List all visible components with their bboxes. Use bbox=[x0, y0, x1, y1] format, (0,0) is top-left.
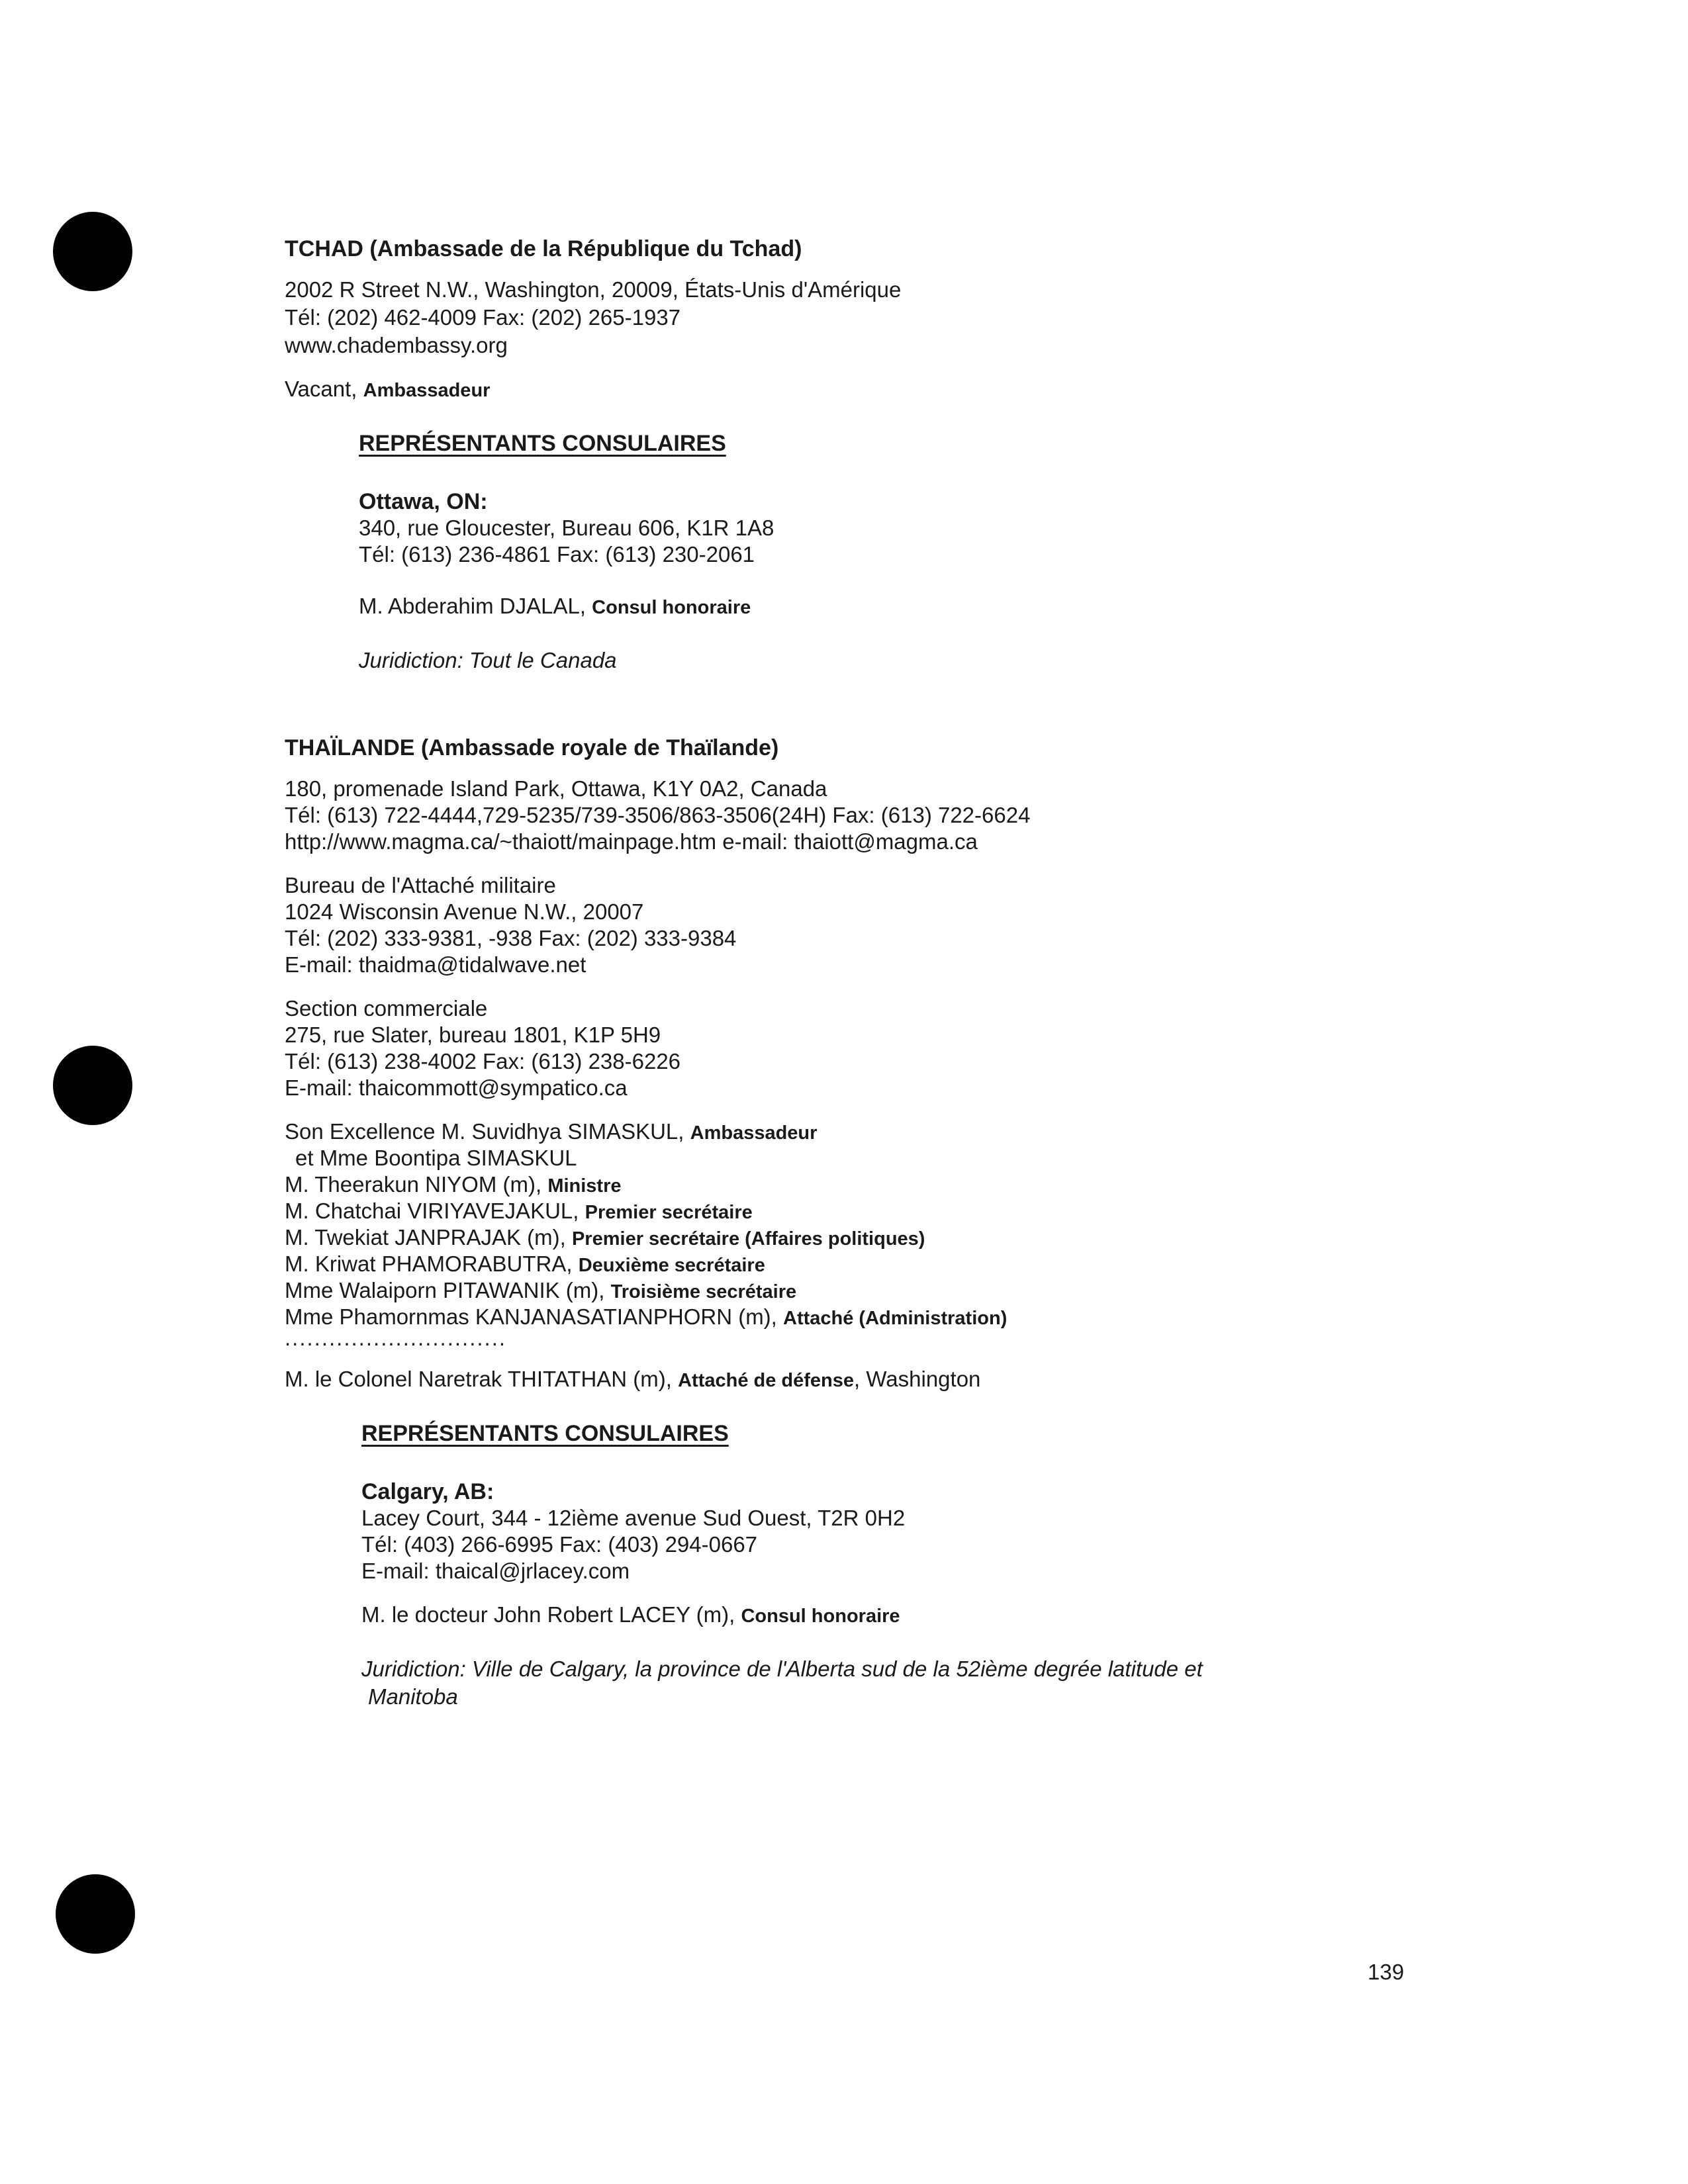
staff-row bbox=[285, 1171, 622, 1199]
military-office-address: 1024 Wisconsin Avenue N.W., 20007 bbox=[285, 899, 644, 924]
tchad-consul bbox=[359, 593, 751, 621]
staff-title: Ambassadeur bbox=[690, 1122, 818, 1144]
staff-row bbox=[285, 1118, 817, 1146]
staff-row bbox=[285, 1277, 796, 1305]
thailande-consular-heading: REPRÉSENTANTS CONSULAIRES bbox=[361, 1421, 729, 1446]
tchad-address: 2002 R Street N.W., Washington, 20009, États-Unis d'Amérique bbox=[285, 277, 902, 302]
thailande-web-email[interactable]: http://www.magma.ca/~thaiott/mainpage.htm e-mail: thaiott@magma.ca bbox=[285, 829, 978, 854]
defense-attache-title: Attaché de défense bbox=[678, 1370, 855, 1391]
staff-title: Premier secrétaire bbox=[585, 1202, 753, 1223]
staff-title: Ministre bbox=[547, 1175, 622, 1197]
tchad-consular-phone: Tél: (613) 236-4861 Fax: (613) 230-2061 bbox=[359, 542, 755, 567]
tchad-consul-title: Consul honoraire bbox=[592, 597, 751, 618]
tchad-consul-name: M. Abderahim DJALAL, bbox=[359, 594, 592, 618]
staff-name: M. Chatchai VIRIYAVEJAKUL, bbox=[285, 1199, 585, 1223]
thailande-heading: THAÏLANDE (Ambassade royale de Thaïlande) bbox=[285, 735, 779, 760]
thailande-consul bbox=[361, 1602, 900, 1629]
thailande-consular-phone: Tél: (403) 266-6995 Fax: (403) 294-0667 bbox=[361, 1532, 758, 1557]
tchad-ambassador-title: Ambassadeur bbox=[363, 380, 491, 401]
defense-attache-location: , Washington bbox=[854, 1367, 981, 1391]
staff-name: M. Theerakun NIYOM (m), bbox=[285, 1172, 548, 1197]
tchad-heading: TCHAD (Ambassade de la République du Tchad) bbox=[285, 236, 802, 261]
punch-hole-top bbox=[53, 212, 132, 291]
staff-title: Deuxième secrétaire bbox=[578, 1255, 765, 1276]
defense-attache bbox=[285, 1366, 980, 1394]
staff-row bbox=[285, 1251, 765, 1279]
commercial-section-phone: Tél: (613) 238-4002 Fax: (613) 238-6226 bbox=[285, 1049, 681, 1073]
staff-name: M. Twekiat JANPRAJAK (m), bbox=[285, 1225, 572, 1250]
tchad-consular-city: Ottawa, ON: bbox=[359, 489, 488, 514]
tchad-consular-heading: REPRÉSENTANTS CONSULAIRES bbox=[359, 431, 726, 456]
thailande-consul-title: Consul honoraire bbox=[741, 1606, 900, 1627]
military-office-label: Bureau de l'Attaché militaire bbox=[285, 873, 556, 897]
thailande-consular-city: Calgary, AB: bbox=[361, 1479, 494, 1504]
thailande-phone: Tél: (613) 722-4444,729-5235/739-3506/863-3506(24H) Fax: (613) 722-6624 bbox=[285, 803, 1031, 827]
thailande-consular-email[interactable]: E-mail: thaical@jrlacey.com bbox=[361, 1559, 630, 1583]
punch-hole-bottom bbox=[56, 1874, 135, 1954]
staff-title: Troisième secrétaire bbox=[610, 1281, 797, 1302]
tchad-website[interactable]: www.chadembassy.org bbox=[285, 333, 508, 357]
defense-attache-name: M. le Colonel Naretrak THITATHAN (m), bbox=[285, 1367, 679, 1391]
tchad-ambassador bbox=[285, 376, 490, 404]
staff-row bbox=[285, 1224, 925, 1252]
staff-name: M. Kriwat PHAMORABUTRA, bbox=[285, 1251, 579, 1276]
staff-title: Premier secrétaire (Affaires politiques) bbox=[571, 1228, 925, 1250]
thailande-consul-name: M. le docteur John Robert LACEY (m), bbox=[361, 1602, 741, 1627]
tchad-consular-address: 340, rue Gloucester, Bureau 606, K1R 1A8 bbox=[359, 516, 774, 540]
tchad-jurisdiction: Juridiction: Tout le Canada bbox=[359, 648, 617, 672]
staff-title: Attaché (Administration) bbox=[783, 1308, 1008, 1329]
staff-row bbox=[285, 1198, 753, 1226]
thailande-jurisdiction-line1: Juridiction: Ville de Calgary, la province de l'Alberta sud de la 52ième degrée latitude et bbox=[361, 1657, 1203, 1681]
staff-name: Mme Walaiporn PITAWANIK (m), bbox=[285, 1278, 611, 1302]
staff-name: Son Excellence M. Suvidhya SIMASKUL, bbox=[285, 1119, 690, 1144]
dotted-separator: .............................. bbox=[285, 1326, 507, 1350]
page-number: 139 bbox=[1368, 1960, 1405, 1984]
staff-name: Mme Phamornmas KANJANASATIANPHORN (m), bbox=[285, 1304, 784, 1329]
tchad-phone: Tél: (202) 462-4009 Fax: (202) 265-1937 bbox=[285, 305, 681, 330]
military-office-email[interactable]: E-mail: thaidma@tidalwave.net bbox=[285, 952, 586, 977]
military-office-phone: Tél: (202) 333-9381, -938 Fax: (202) 333-9384 bbox=[285, 926, 737, 950]
tchad-ambassador-name: Vacant, bbox=[285, 377, 363, 401]
thailande-address: 180, promenade Island Park, Ottawa, K1Y 0A2, Canada bbox=[285, 776, 827, 801]
commercial-section-address: 275, rue Slater, bureau 1801, K1P 5H9 bbox=[285, 1023, 661, 1047]
punch-hole-middle bbox=[53, 1046, 132, 1125]
thailande-jurisdiction-line2: Manitoba bbox=[368, 1684, 458, 1709]
staff-row bbox=[295, 1145, 577, 1171]
commercial-section-label: Section commerciale bbox=[285, 996, 488, 1021]
thailande-consular-address: Lacey Court, 344 - 12ième avenue Sud Ouest, T2R 0H2 bbox=[361, 1506, 906, 1530]
commercial-section-email[interactable]: E-mail: thaicommott@sympatico.ca bbox=[285, 1075, 628, 1100]
staff-name: et Mme Boontipa SIMASKUL bbox=[295, 1146, 577, 1170]
